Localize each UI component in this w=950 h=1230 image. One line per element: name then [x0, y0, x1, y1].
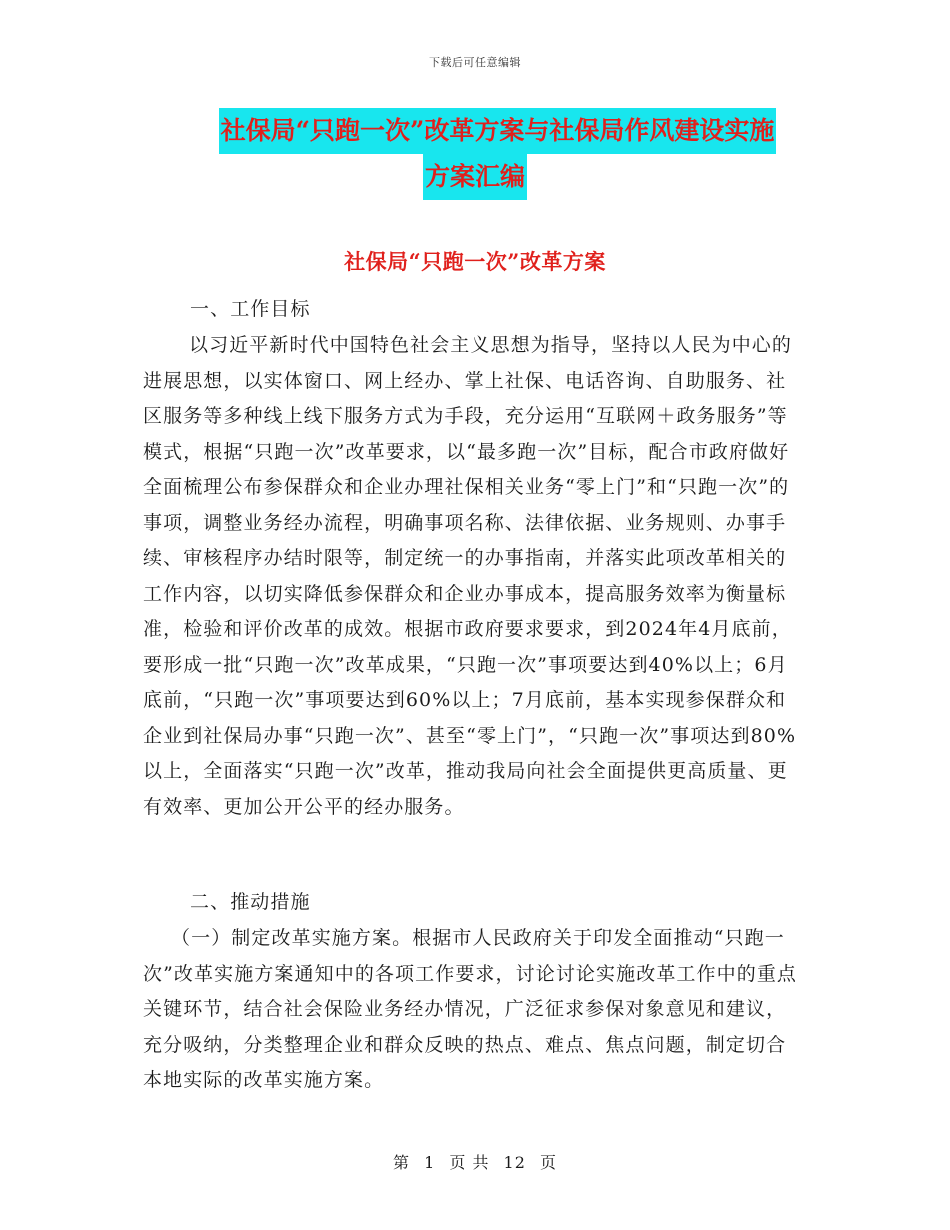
page-label-prefix: 第: [392, 1153, 410, 1172]
document-title: [0, 108, 950, 200]
paragraph-work-goals: 以习近平新时代中国特色社会主义思想为指导，坚持以人民为中心的进展思想，以实体窗口、网上经办、掌上社保、电话咨询、自助服务、社区服务等多种线上线下服务方式为手段，充分运用“互联网＋政务服务”等模式，根据“只跑一次”改革要求，以“最多跑一次”目标，配合市政府做好全面梳理公布参保群众和企业办理社保相关业务“零上门”和“只跑一次”的事项，调整业务经办流程，明确事项名称、法律依据、业务规则、办事手续、审核程序办结时限等，制定统一的办事指南，并落实此项改革相关的工作内容，以切实降低参保群众和企业办事成本，提高服务效率为衡量标准，检验和评价改革的成效。根据市政府要求要求，到2024年4月底前，要形成一批“只跑一次”改革成果，“只跑一次”事项要达到40%以上；6月底前，“只跑一次”事项要达到60%以上；7月底前，基本实现参保群众和企业到社保局办事“只跑一次”、甚至“零上门”，“只跑一次”事项达到80%以上，全面落实“只跑一次”改革，推动我局向社会全面提供更高质量、更有效率、更加公开公平的经办服务。: [143, 334, 797, 818]
document-title-line1: 社保局“只跑一次”改革方案与社保局作风建设实施: [219, 108, 777, 154]
page-number: 1: [424, 1153, 436, 1172]
paragraph-measures: （一）制定改革实施方案。根据市人民政府关于印发全面推动“只跑一次”改革实施方案通知中的各项工作要求，讨论讨论实施改革工作中的重点关键环节，结合社会保险业务经办情况，广泛征求参保对象意见和建议，充分吸纳，分类整理企业和群众反映的热点、难点、焦点问题，制定切合本地实际的改革实施方案。: [143, 927, 798, 1091]
page-header-note: 下载后可任意编辑: [429, 56, 521, 69]
heading-measures: 二、推动措施: [190, 891, 311, 913]
document-title-line2: 方案汇编: [423, 154, 527, 200]
page-footer: [0, 1150, 950, 1173]
page-label-mid: 页 共: [449, 1153, 490, 1172]
heading-work-goals: 一、工作目标: [190, 298, 311, 320]
page-label-suffix: 页: [540, 1153, 558, 1172]
page-total: 12: [503, 1153, 526, 1172]
section-title: 社保局“只跑一次”改革方案: [344, 249, 606, 274]
